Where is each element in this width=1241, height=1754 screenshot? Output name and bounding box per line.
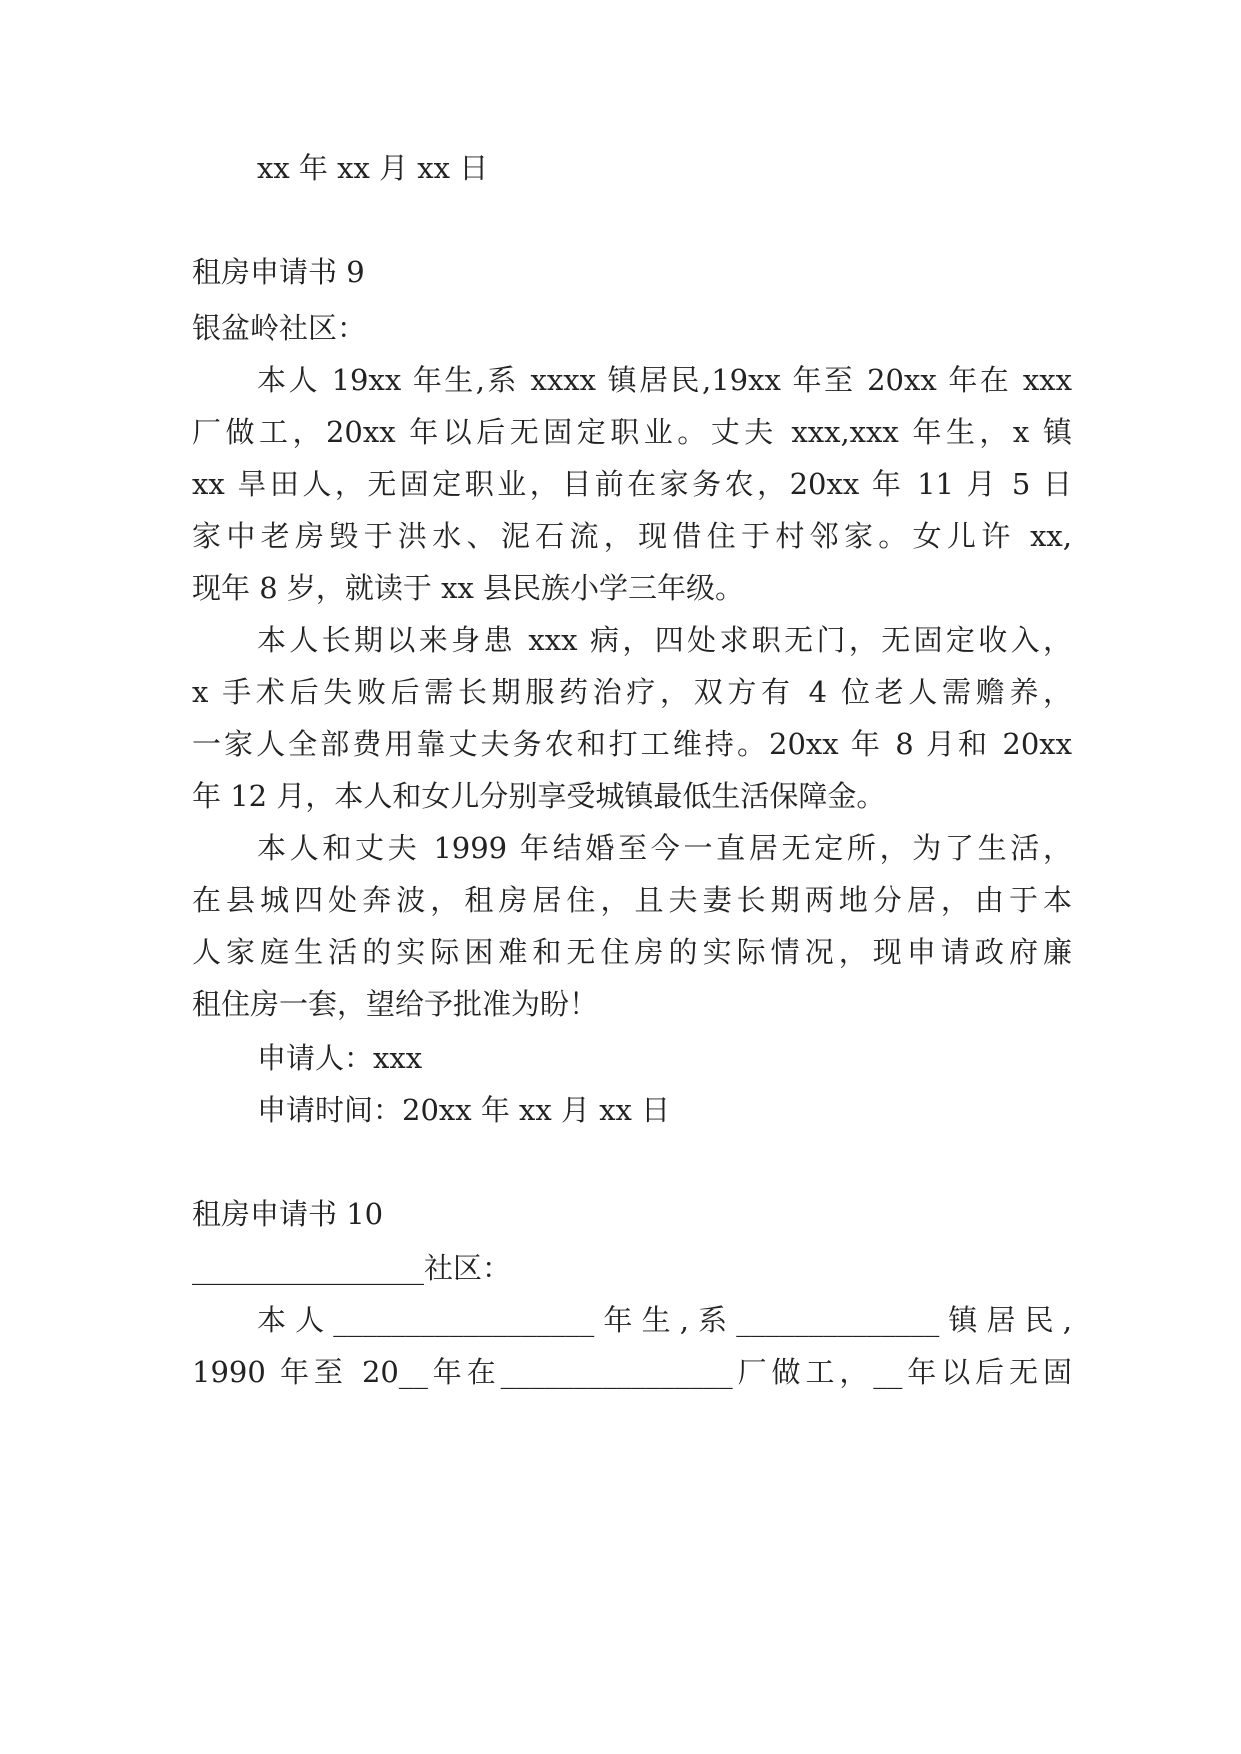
letter10-title: 租房申请书 10	[192, 1197, 384, 1231]
letter9-p2-line3: 一家人全部费用靠丈夫务农和打工维持。20xx 年 8 月和 20xx	[192, 727, 1072, 761]
letter9-p1-line5: 现年 8 岁，就读于 xx 县民族小学三年级。	[192, 571, 745, 605]
letter9-salutation: 银盆岭社区：	[192, 311, 367, 345]
letter9-applicant: 申请人：xxx	[257, 1041, 423, 1075]
previous-date-line: xx 年 xx 月 xx 日	[257, 151, 489, 185]
letter10-salutation: ________________社区：	[192, 1251, 512, 1285]
letter9-p3-line4: 租住房一套，望给予批准为盼！	[192, 987, 599, 1021]
letter10-p1-line1: 本人__________________年生,系______________镇居民,	[257, 1303, 1072, 1337]
letter9-p1-line3: xx 旱田人，无固定职业，目前在家务农，20xx 年 11 月 5 日	[192, 467, 1072, 501]
letter10-p1-line2: 1990 年至 20__年在________________厂做工，__年以后无固	[192, 1355, 1072, 1389]
letter9-p3-line1: 本人和丈夫 1999 年结婚至今一直居无定所，为了生活，	[257, 831, 1072, 865]
letter9-p2-line4: 年 12 月，本人和女儿分别享受城镇最低生活保障金。	[192, 779, 886, 813]
letter9-p3-line3: 人家庭生活的实际困难和无住房的实际情况，现申请政府廉	[192, 935, 1072, 969]
letter9-p1-line1: 本人 19xx 年生,系 xxxx 镇居民,19xx 年至 20xx 年在 xxx	[257, 363, 1072, 397]
letter9-p1-line4: 家中老房毁于洪水、泥石流，现借住于村邻家。女儿许 xx,	[192, 519, 1072, 553]
letter9-p3-line2: 在县城四处奔波，租房居住，且夫妻长期两地分居，由于本	[192, 883, 1072, 917]
letter9-p2-line1: 本人长期以来身患 xxx 病，四处求职无门，无固定收入，	[257, 623, 1072, 657]
letter9-title: 租房申请书 9	[192, 255, 365, 289]
letter9-p2-line2: x 手术后失败后需长期服药治疗，双方有 4 位老人需赡养，	[192, 675, 1072, 709]
letter9-apply-time: 申请时间：20xx 年 xx 月 xx 日	[257, 1093, 671, 1127]
letter9-p1-line2: 厂做工，20xx 年以后无固定职业。丈夫 xxx,xxx 年生，x 镇	[192, 415, 1072, 449]
